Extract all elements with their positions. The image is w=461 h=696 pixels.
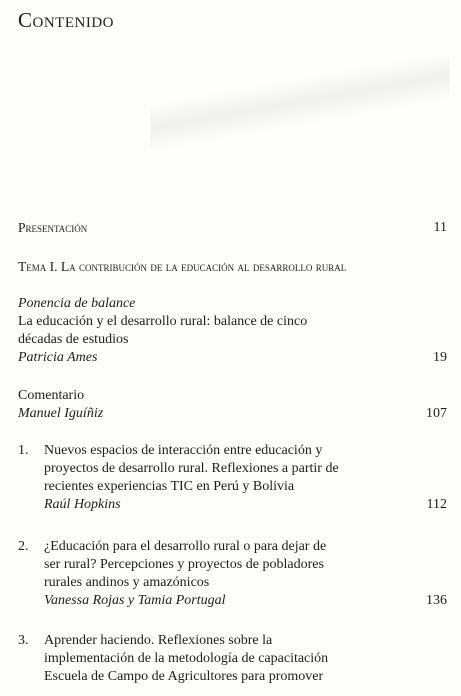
toc-entry-label: Presentación	[18, 220, 88, 235]
entry-author: Patricia Ames	[18, 350, 98, 365]
entry-title-line: Aprender haciendo. Reflexiones sobre la	[44, 633, 273, 648]
entry-title-line: proyectos de desarrollo rural. Reflexiones a partir de	[44, 461, 339, 476]
scan-smudge	[150, 55, 450, 165]
entry-title-line: Nuevos espacios de interacción entre educación y	[44, 443, 323, 458]
toc-entry-page: 107	[426, 406, 447, 421]
toc-entry-page: 19	[433, 350, 447, 365]
entry-number: 3.	[18, 633, 29, 648]
page-title: Contenido	[18, 8, 114, 32]
entry-kind-label: Comentario	[18, 388, 85, 403]
entry-author: Vanessa Rojas y Tamia Portugal	[44, 593, 226, 608]
entry-title-line: Escuela de Campo de Agricultores para promover	[44, 669, 324, 684]
toc-entry-presentacion[interactable]	[18, 219, 447, 238]
entry-title-line: ser rural? Percepciones y proyectos de pobladores	[44, 557, 324, 572]
toc-entry-item-1[interactable]	[18, 442, 447, 514]
entry-title-line: rurales andinos y amazónicos	[44, 575, 210, 590]
entry-title-line: implementación de la metodología de capacitación	[44, 651, 329, 666]
toc-entry-page: 112	[426, 497, 447, 512]
entry-number: 1.	[18, 443, 29, 458]
entry-title-line: recientes experiencias TIC en Perú y Bolivia	[44, 479, 295, 494]
toc-entry-item-2[interactable]	[18, 538, 447, 610]
entry-title-line: ¿Educación para el desarrollo rural o para dejar de	[44, 539, 327, 554]
toc-entry-comentario[interactable]	[18, 387, 447, 423]
entry-title-line: décadas de estudios	[18, 332, 129, 347]
toc-entry-ponencia[interactable]	[18, 295, 447, 367]
entry-author: Manuel Iguíñiz	[18, 406, 104, 421]
toc-section-tema-1[interactable]	[18, 258, 447, 277]
entry-title-line: La educación y el desarrollo rural: balance de cinco	[18, 314, 308, 329]
toc-entry-page: 11	[433, 220, 447, 235]
entry-kind-label: Ponencia de balance	[18, 296, 136, 311]
toc-entry-page: 136	[426, 593, 447, 608]
entry-number: 2.	[18, 539, 29, 554]
entry-author: Raúl Hopkins	[44, 497, 121, 512]
section-title: Tema I. La contribución de la educación al desarrollo rural	[18, 259, 347, 274]
toc-entry-item-3[interactable]	[18, 632, 447, 688]
